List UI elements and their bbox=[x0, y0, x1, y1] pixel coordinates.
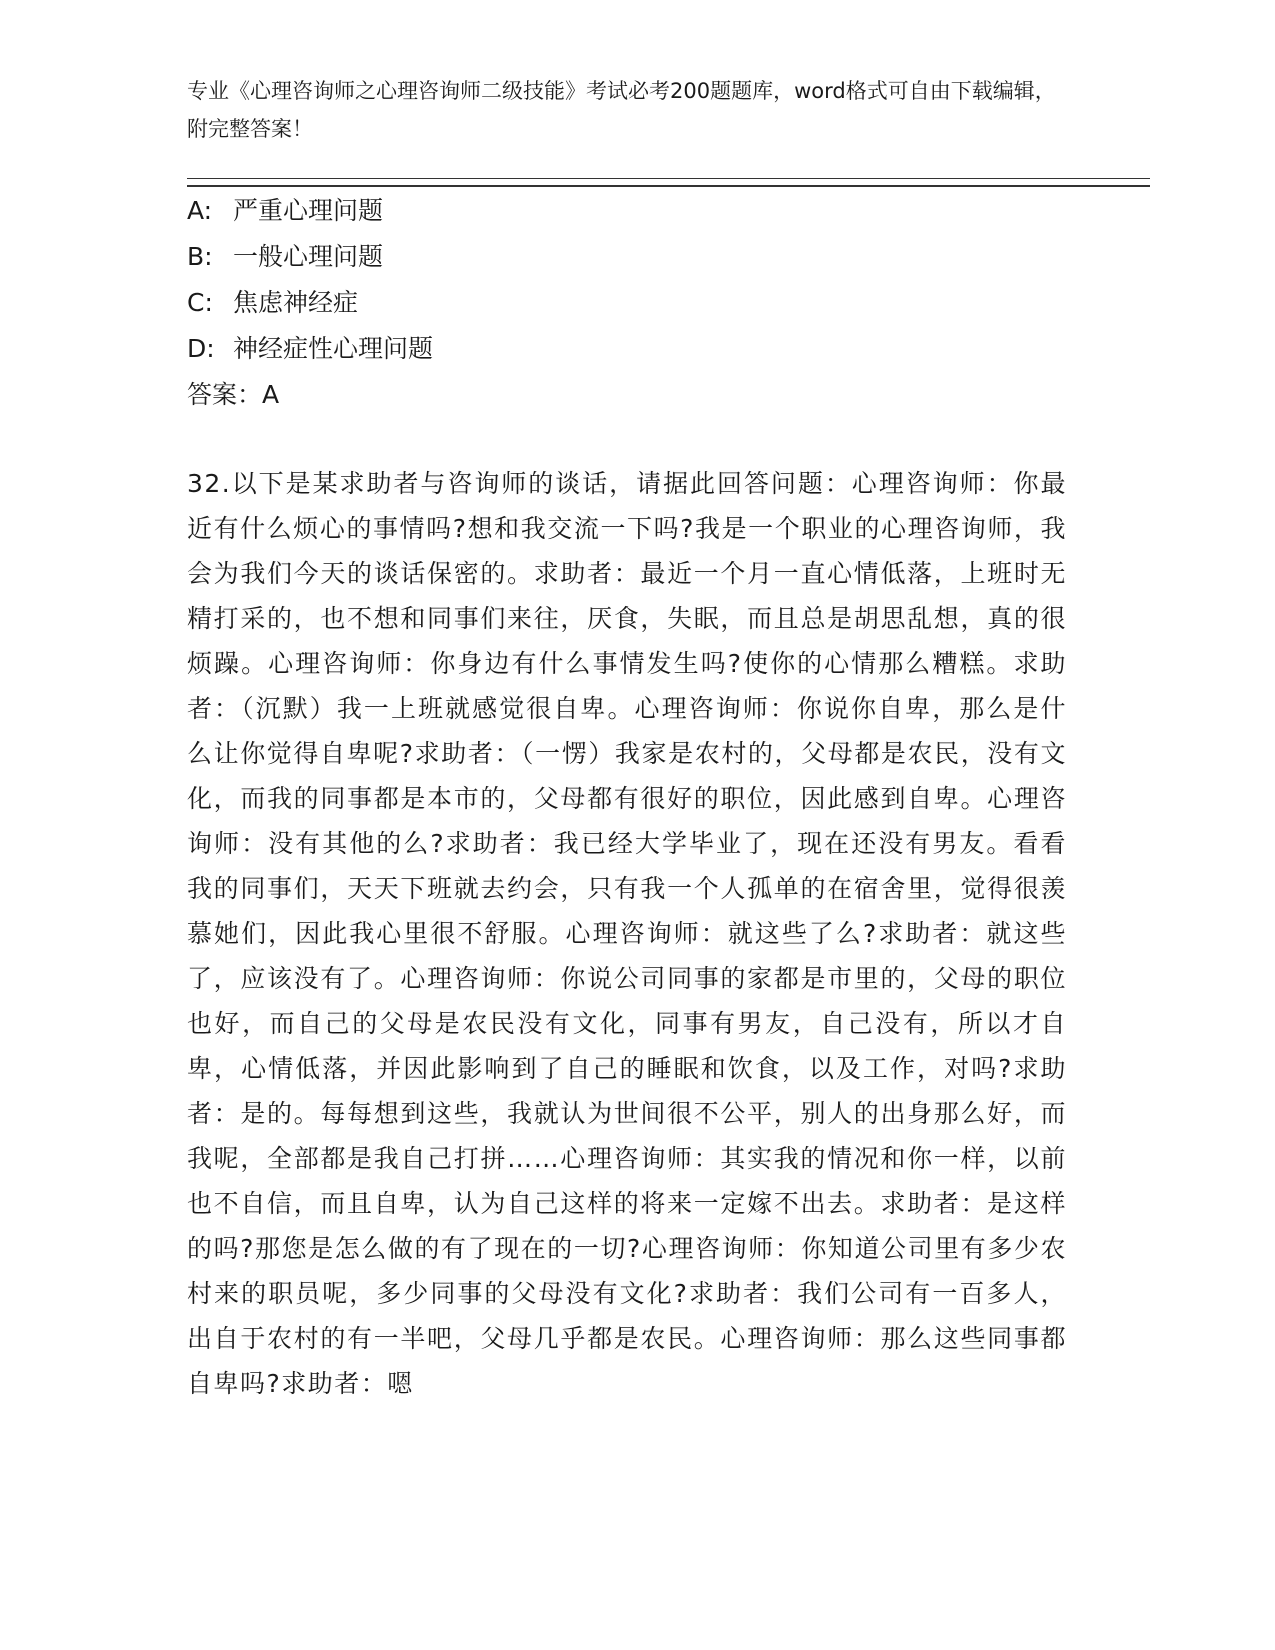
option-letter: D: bbox=[187, 334, 215, 363]
option-d bbox=[187, 326, 1087, 372]
header-title: 专业《心理咨询师之心理咨询师二级技能》考试必考200题题库，word格式可自由下载编辑，附完整答案！ bbox=[187, 79, 1056, 141]
option-text: 神经症性心理问题 bbox=[233, 334, 434, 363]
option-b bbox=[187, 234, 1087, 280]
answer-line bbox=[187, 372, 1087, 418]
question-number: 32. bbox=[187, 469, 232, 498]
option-text: 一般心理问题 bbox=[233, 242, 384, 271]
option-text: 焦虑神经症 bbox=[233, 288, 359, 317]
answer-label: 答案： bbox=[187, 380, 263, 409]
option-letter: C: bbox=[187, 288, 213, 317]
option-text: 严重心理问题 bbox=[233, 196, 384, 225]
header-divider bbox=[187, 178, 1150, 187]
question-body: 以下是某求助者与咨询师的谈话，请据此回答问题：心理咨询师：你最近有什么烦心的事情吗?想和我交流一下吗?我是一个职业的心理咨询师，我会为我们今天的谈话保密的。求助者：最近一个月一直心情低落，上班时无精打采的，也不想和同事们来往，厌食，失眠，而且总是胡思乱想，真的很烦躁。心理咨询师：你身边有什么事情发生吗?使你的心情那么糟糕。求助者：（沉默）我一上班就感觉很自卑。心理咨询师：你说你自卑，那么是什么让你觉得自卑呢?求助者：（一愣）我家是农村的，父母都是农民，没有文化，而我的同事都是本市的，父母都有很好的职位，因此感到自卑。心理咨询师：没有其他的么?求助者：我已经大学毕业了，现在还没有男友。看看我的同事们，天天下班就去约会，只有我一个人孤单的在宿舍里，觉得很羡慕她们，因此我心里很不舒服。心理咨询师：就这些了么?求助者：就这些了，应该没有了。心理咨询师：你说公司同事的家都是市里的，父母的职位也好，而自己的父母是农民没有文化，同事有男友，自己没有，所以才自卑，心情低落，并因此影响到了自己的睡眠和饮食，以及工作，对吗?求助者：是的。每每想到这些，我就认为世间很不公平，别人的出身那么好，而我呢，全部都是我自己打拼……心理咨询师：其实我的情况和你一样，以前也不自信，而且自卑，认为自己这样的将来一定嫁不出去。求助者：是这样的吗?那您是怎么做的有了现在的一切?心理咨询师：你知道公司里有多少农村来的职员呢，多少同事的父母没有文化?求助者：我们公司有一百多人，出自于农村的有一半吧，父母几乎都是农民。心理咨询师：那么这些同事都自卑吗?求助者：嗯 bbox=[187, 469, 1067, 1398]
option-a bbox=[187, 188, 1087, 234]
options-list bbox=[187, 188, 1087, 418]
question-32 bbox=[187, 461, 1067, 1406]
option-letter: B: bbox=[187, 242, 213, 271]
page-header bbox=[187, 72, 1067, 148]
option-c bbox=[187, 280, 1087, 326]
answer-value: A bbox=[262, 380, 280, 409]
option-letter: A: bbox=[187, 196, 213, 225]
